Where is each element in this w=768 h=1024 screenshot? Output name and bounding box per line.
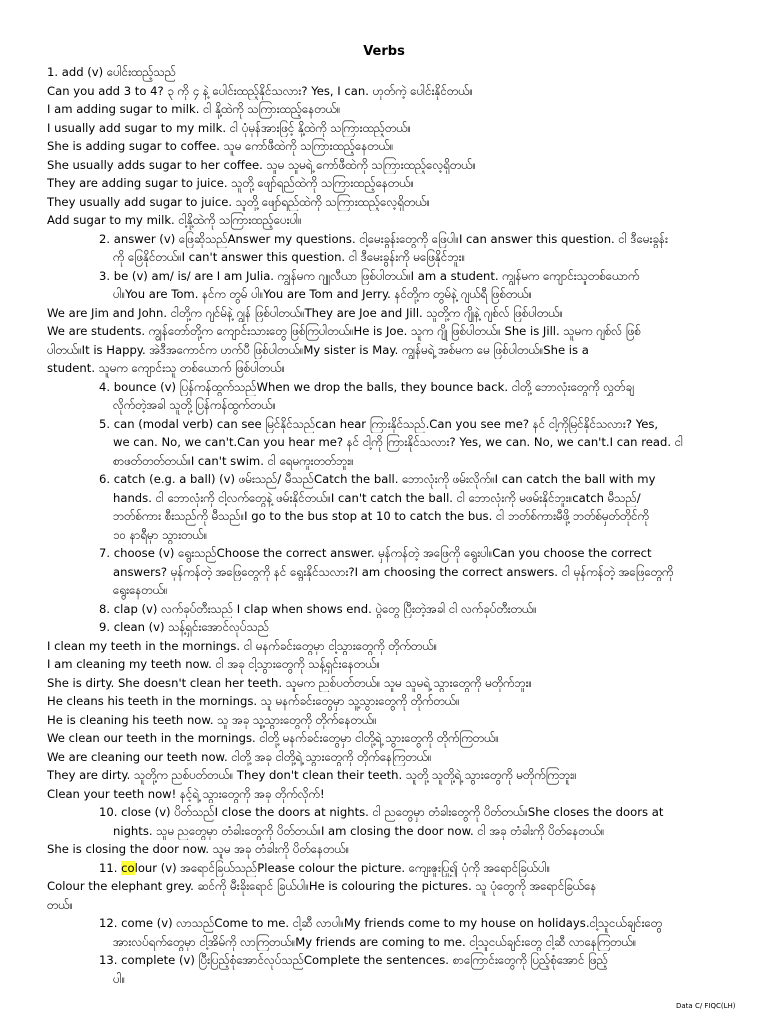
text-line: I clean my teeth in the mornings. ငါ မနက်ခင်းတွေမှာ ငါ့သွားတွေကို တိုက်တယ်။ [47, 638, 438, 653]
page-title: Verbs [363, 44, 405, 59]
text-line: ရွေးနေတယ်။ [113, 583, 168, 597]
text-line: 6. catch (e.g. a ball) (v) ဖမ်းသည်/ မီသည်Catch the ball. ဘောလုံးကို ဖမ်းလိုက်။I can catch the ball with my [99, 472, 656, 486]
text-line: စာဖတ်တတ်တယ်။I can't swim. ငါ ရေမကူးတတ်ဘူး။ [113, 453, 354, 468]
text-line: ၁၀ နာရီမှာ သွားတယ်။ [113, 527, 208, 542]
text-line: 12. come (v) လာသည်Come to me. ငါ့ဆီ လာပါ။My friends come to my house on holidays.ငါ့သူငယ်ချင်းတွေ [99, 916, 663, 930]
text-line: 4. bounce (v) ပြန်ကန်ထွက်သည်When we drop the balls, they bounce back. ငါတို့ ဘောလုံးတွေကို လွှတ်ချ [99, 379, 634, 394]
text-line: He cleans his teeth in the mornings. သူ မနက်ခင်းတွေမှာ သူ့သွားတွေကို တိုက်တယ်။ [47, 694, 460, 708]
text-line: ကို ဖြေနိုင်တယ်။I can't answer this question. ငါ ဒီမေးခွန်းကို မဖြေနိုင်ဘူး။ [113, 250, 466, 264]
text-line: Add sugar to my milk. ငါ့နို့ထဲကို သကြားထည့်ပေးပါ။ [47, 213, 302, 227]
text-line: Clean your teeth now! နင့်ရဲ့ သွားတွေကို အခု တိုက်လိုက်! [47, 786, 325, 801]
text-line: nights. သူမ ညတွေမှာ တံခါးတွေကို ပိတ်တယ်။I am closing the door now. ငါ အခု တံခါးကို ပိတ်နေတယ်။ [113, 823, 605, 838]
text-line: ပါ။ [113, 971, 126, 986]
text-line: Colour the elephant grey. ဆင်ကို မီးခိုးရောင် ခြယ်ပါ။He is colouring the pictures. သူ ပုံတွေကို အရောင်ခြယ်နေ [47, 879, 597, 893]
text-line: I usually add sugar to my milk. ငါ ပုံမှန်အားဖြင့် နို့ထဲကို သကြားထည့်တယ်။ [47, 120, 412, 135]
text-line: 9. clean (v) သန့်ရှင်းအောင်လုပ်သည် [99, 620, 270, 634]
text-line: They usually add sugar to juice. သူတို့ ဖျော်ရည်ထဲကို သကြားထည့်လေ့ရှိတယ်။ [47, 194, 431, 209]
page-footer: Data C/ FIQC(LH) [676, 1002, 736, 1010]
text-line: He is cleaning his teeth now. သူ အခု သူ့သွားတွေကို တိုက်နေတယ်။ [47, 712, 377, 727]
text-line: We are Jim and John. ငါတို့က ဂျင်မ်နဲ့ ဂျွန် ဖြစ်ပါတယ်။They are Joe and Jill. သူတို့က ဂျိုနဲ့ ဂျစ်လ် ဖြစ်ပါတယ်။ [47, 305, 564, 320]
highlighted-text: co [121, 860, 135, 875]
text-line: 1. add (v) ပေါင်းထည့်သည် [47, 65, 176, 79]
text-line: 8. clap (v) လက်ခုပ်တီးသည် I clap when shows end. ပွဲတွေ ပြီးတဲ့အခါ ငါ လက်ခုပ်တီးတယ်။ [99, 601, 537, 616]
text-line: 2. answer (v) ဖြေဆိုသည်Answer my questions. ငါ့မေးခွန်းတွေကို ဖြေပါ။I can answer this question. ငါ ဒီမေးခွန်း [99, 231, 668, 246]
text-line: we can. No, we can't.Can you hear me? နင် ငါ့ကို ကြားနိုင်သလား? Yes, we can. No, we can't.I can read. ငါ [113, 435, 684, 449]
text-line: တယ်။ [47, 897, 74, 912]
text-line: She is adding sugar to coffee. သူမ ကော်ဖီထဲကို သကြားထည့်နေတယ်။ [47, 139, 394, 153]
text-line: အားလပ်ရက်တွေမှာ ငါ့အိမ်ကို လာကြတယ်။My friends are coming to me. ငါ့သူငယ်ချင်းတွေ ငါ့ဆီ လာနေကြတယ်။ [113, 934, 637, 949]
text-line: student. သူမက ကျောင်းသူ တစ်ယောက် ဖြစ်ပါတယ်။ [47, 361, 285, 375]
text-line: ပါ။You are Tom. နင်က တွမ် ပါ။You are Tom and Jerry. နင်တို့က တွမ်နဲ့ ဂျယ်ရီ ဖြစ်တယ်။ [113, 287, 533, 301]
text-line: 13. complete (v) ပြီးပြည့်စုံအောင်လုပ်သည်Complete the sentences. စာကြောင်းတွေကို ပြည့်စုံအောင် ဖြည့် [99, 953, 608, 967]
text-line: Can you add 3 to 4? ၃ ကို ၄ နဲ့ ပေါင်းထည့်နိုင်သလား? Yes, I can. ဟုတ်ကဲ့ ပေါင်းနိုင်တယ်။ [47, 83, 474, 98]
text-line: လိုက်တဲ့အခါ သူတို့ ပြန်ကန်ထွက်တယ်။ [113, 398, 277, 412]
text-line: We are cleaning our teeth now. ငါတို့ အခု ငါတို့ရဲ့ သွားတွေကို တိုက်နေကြတယ်။ [47, 749, 432, 764]
text-line: ပါတယ်။It is Happy. အဲဒီအကောင်က ဟက်ပီ ဖြစ်ပါတယ်။My sister is May. ကျွန်မရဲ့ အစ်မက မေ ဖြစ်ပါတယ်။She is a [47, 342, 589, 357]
text-line: She usually adds sugar to her coffee. သူမ သူမရဲ့ ကော်ဖီထဲကို သကြားထည့်လေ့ရှိတယ်။ [47, 157, 477, 172]
text-line: 7. choose (v) ရွေးသည်Choose the correct answer. မှန်ကန်တဲ့ အဖြေကို ရွေးပါ။Can you choose the correct [99, 546, 652, 560]
text-line: They are adding sugar to juice. သူတို့ ဖျော်ရည်ထဲကို သကြားထည့်နေတယ်။ [47, 176, 415, 190]
text-line: We are students. ကျွန်တော်တို့က ကျောင်းသားတွေ ဖြစ်ကြပါတယ်။He is Joe. သူက ဂျို ဖြစ်ပါတယ်။ She is Jill. သူမက ဂျစ်လ် ဖြစ် [47, 324, 641, 338]
text-line: 3. be (v) am/ is/ are I am Julia. ကျွန်မက ဂျူလီယာ ဖြစ်ပါတယ်။I am a student. ကျွန်မက ကျောင်းသူတစ်ယောက် [99, 268, 640, 283]
text-line: 11. colour (v) အရောင်ခြယ်သည်Please colour the picture. ကျေးဇူးပြု၍ ပုံကို အရောင်ခြယ်ပါ။ [99, 860, 551, 875]
text-line: 10. close (v) ပိတ်သည်I close the doors at nights. ငါ ညတွေမှာ တံခါးတွေကို ပိတ်တယ်။She closes the doors at [99, 805, 664, 819]
text-line: answers? မှန်ကန်တဲ့ အဖြေတွေကို နင် ရွေးနိုင်သလား?I am choosing the correct answers. ငါ မှန်ကန်တဲ့ အဖြေတွေကို [113, 564, 674, 579]
text-line: 5. can (modal verb) can see မြင်နိုင်သည်can hear ကြားနိုင်သည်.Can you see me? နင် ငါ့ကိုမြင်နိုင်သလား? Yes, [99, 416, 659, 431]
text-line: ဘတ်စ်ကား စီးသည်ကို မီသည်။I go to the bus stop at 10 to catch the bus. ငါ ဘတ်စ်ကားမီဖို့ ဘတ်စ်မှတ်တိုင်ကို [113, 509, 650, 523]
vocabulary-list [47, 63, 727, 988]
text-line: They are dirty. သူတို့က ညစ်ပတ်တယ်။ They don't clean their teeth. သူတို့ သူတို့ရဲ့ သွားတွေကို မတိုက်ကြဘူး။ [47, 768, 577, 782]
text-line: She is closing the door now. သူမ အခု တံခါးကို ပိတ်နေတယ်။ [47, 842, 350, 856]
text-line: I am cleaning my teeth now. ငါ အခု ငါ့သွားတွေကို သန့်ရှင်းနေတယ်။ [47, 657, 380, 671]
text-line: We clean our teeth in the mornings. ငါတို့ မနက်ခင်းတွေမှာ ငါတို့ရဲ့ သွားတွေကို တိုက်ကြတယ်။ [47, 731, 499, 745]
text-line: hands. ငါ ဘောလုံးကို ငါ့လက်တွေနဲ့ ဖမ်းနိုင်တယ်။I can't catch the ball. ငါ ဘောလုံးကို မဖမ်းနိုင်ဘူး။catch မီသည်/ [113, 490, 641, 505]
text-line: She is dirty. She doesn't clean her teeth. သူမက ညစ်ပတ်တယ်။ သူမ သူမရဲ့ သွားတွေကို မတိုက်ဘူး။ [47, 675, 533, 690]
text-line: I am adding sugar to milk. ငါ နို့ထဲကို သကြားထည့်နေတယ်။ [47, 102, 341, 116]
